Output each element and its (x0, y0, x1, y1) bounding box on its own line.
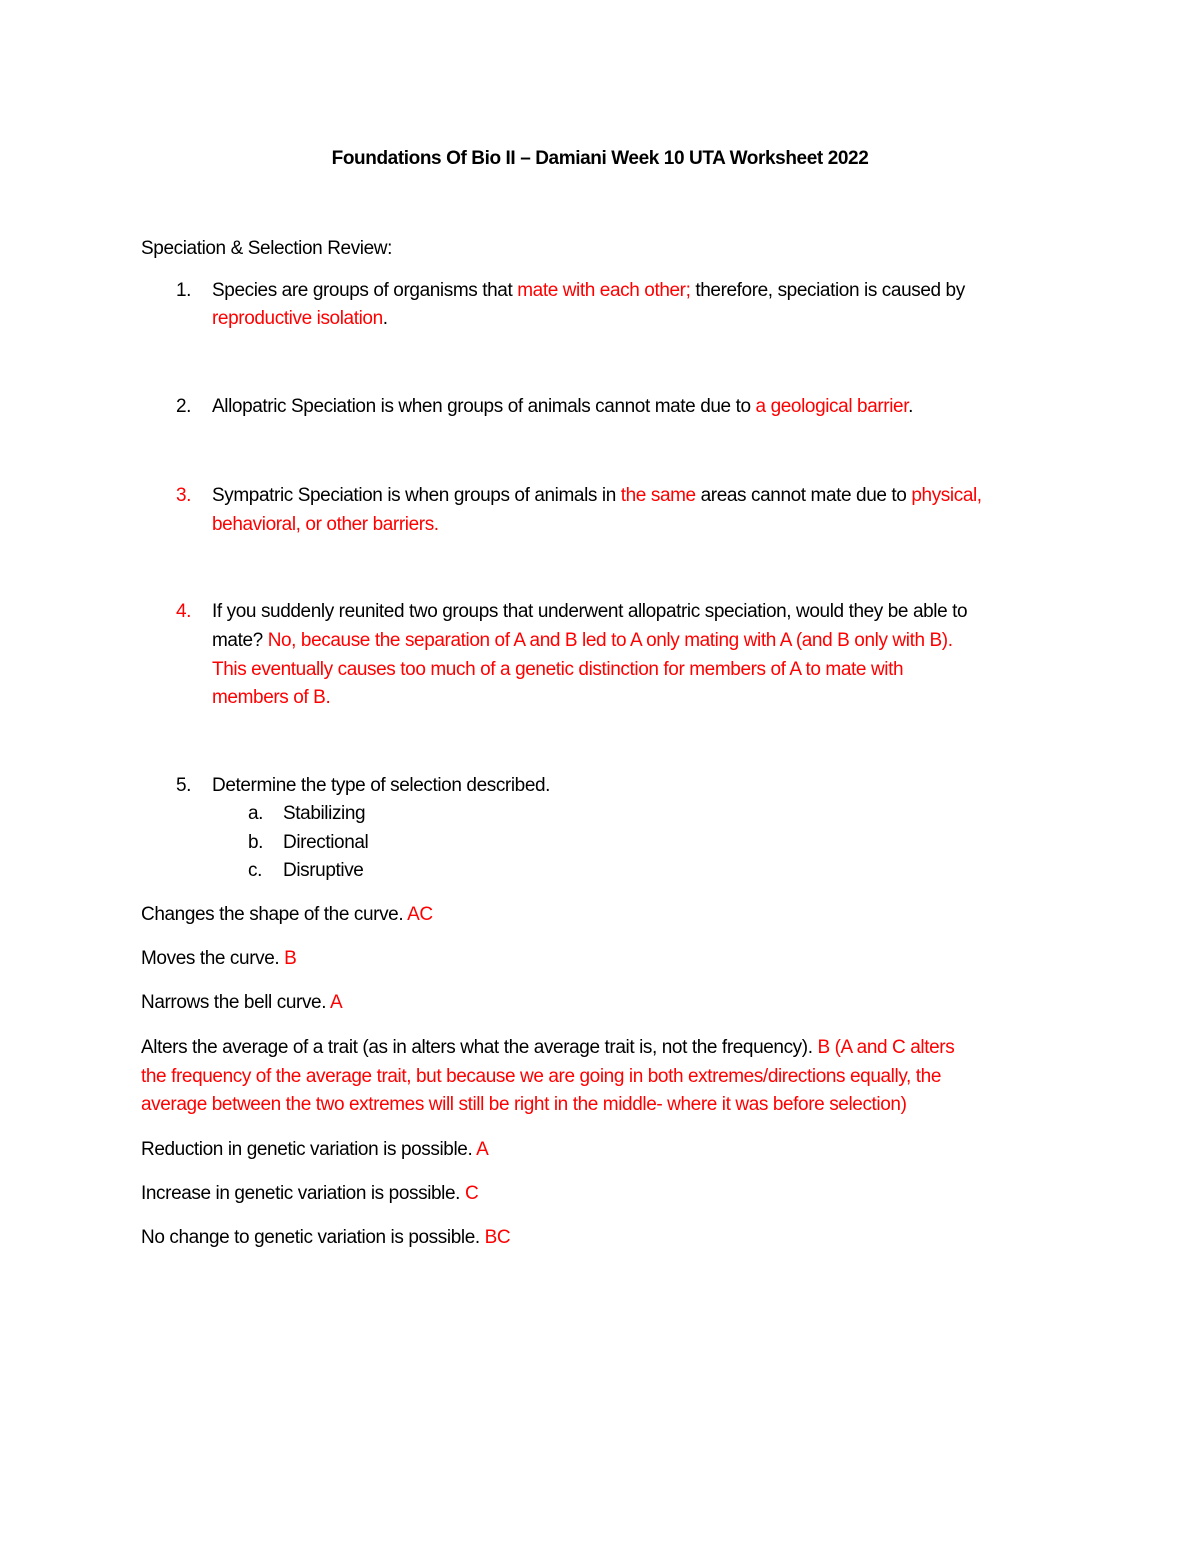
statement-line (141, 1227, 510, 1249)
question-number: 4. (176, 601, 192, 622)
statement-text: Increase in genetic variation is possible. (141, 1183, 465, 1204)
question-text: . (908, 396, 913, 417)
question-text-line (212, 280, 965, 302)
statement-line (141, 992, 342, 1014)
answer-text: members of B. (212, 687, 331, 708)
question-text: mate? (212, 630, 268, 651)
question-text: Determine the type of selection described. (212, 775, 551, 796)
question-number: 3. (176, 485, 192, 506)
answer-text: B (284, 948, 297, 969)
answer-text: physical, (911, 485, 982, 506)
question-text: Sympatric Speciation is when groups of animals in (212, 485, 621, 506)
option-letter: b. (248, 832, 264, 853)
answer-text: average between the two extremes will still be right in the middle- where it was before selection) (141, 1094, 907, 1115)
answer-text: behavioral, or other barriers. (212, 514, 439, 535)
option-text: Directional (283, 832, 369, 853)
statement-text: Reduction in genetic variation is possible. (141, 1139, 477, 1160)
question-text: . (382, 308, 388, 329)
statement-line (141, 1139, 488, 1161)
question-text-line (212, 630, 953, 652)
statement-text: Alters the average of a trait (as in alters what the average trait is, not the frequency). (141, 1037, 818, 1058)
statement-text: Narrows the bell curve. (141, 992, 330, 1013)
answer-text: A (329, 992, 343, 1013)
statement-text: No change to genetic variation is possible. (141, 1227, 485, 1248)
answer-text: mate with each other; (517, 280, 691, 301)
question-text: therefore, speciation is caused by (690, 280, 965, 301)
option-text: Disruptive (283, 860, 364, 881)
option-text: Stabilizing (283, 803, 366, 824)
question-text: Allopatric Speciation is when groups of animals cannot mate due to (212, 396, 756, 417)
section-heading: Speciation & Selection Review: (141, 238, 392, 259)
question-number: 1. (176, 280, 192, 301)
question-text-line (212, 485, 982, 507)
answer-text: This eventually causes too much of a genetic distinction for members of A to mate with (212, 659, 904, 680)
answer-text: the frequency of the average trait, but because we are going in both extremes/directions equally, the (141, 1066, 941, 1087)
answer-text: A (476, 1139, 489, 1160)
statement-line (141, 1037, 954, 1059)
statement-text: Moves the curve. (141, 948, 285, 969)
answer-text: reproductive isolation (212, 308, 383, 329)
question-text-line (212, 396, 913, 418)
statement-line (141, 948, 296, 970)
answer-text: a geological barrier (755, 396, 909, 417)
answer-text: AC (407, 904, 433, 925)
document-title: Foundations Of Bio II – Damiani Week 10 UTA Worksheet 2022 (331, 148, 869, 169)
answer-text: C (464, 1183, 479, 1204)
question-text: areas cannot mate due to (695, 485, 912, 506)
option-letter: a. (248, 803, 264, 824)
answer-text: the same (620, 485, 696, 506)
statement-line (141, 1183, 478, 1205)
statement-text: Changes the shape of the curve. (141, 904, 408, 925)
question-text: Species are groups of organisms that (212, 280, 518, 301)
statement-line (141, 904, 433, 926)
answer-text: BC (484, 1227, 511, 1248)
answer-text: B (A and C alters (817, 1037, 955, 1058)
question-text-line (212, 308, 388, 330)
answer-text: No, because the separation of A and B led to A only mating with A (and B only with B). (267, 630, 953, 651)
question-number: 5. (176, 775, 192, 796)
option-letter: c. (248, 860, 262, 881)
question-text: If you suddenly reunited two groups that underwent allopatric speciation, would they be able to (212, 601, 968, 622)
question-number: 2. (176, 396, 192, 417)
